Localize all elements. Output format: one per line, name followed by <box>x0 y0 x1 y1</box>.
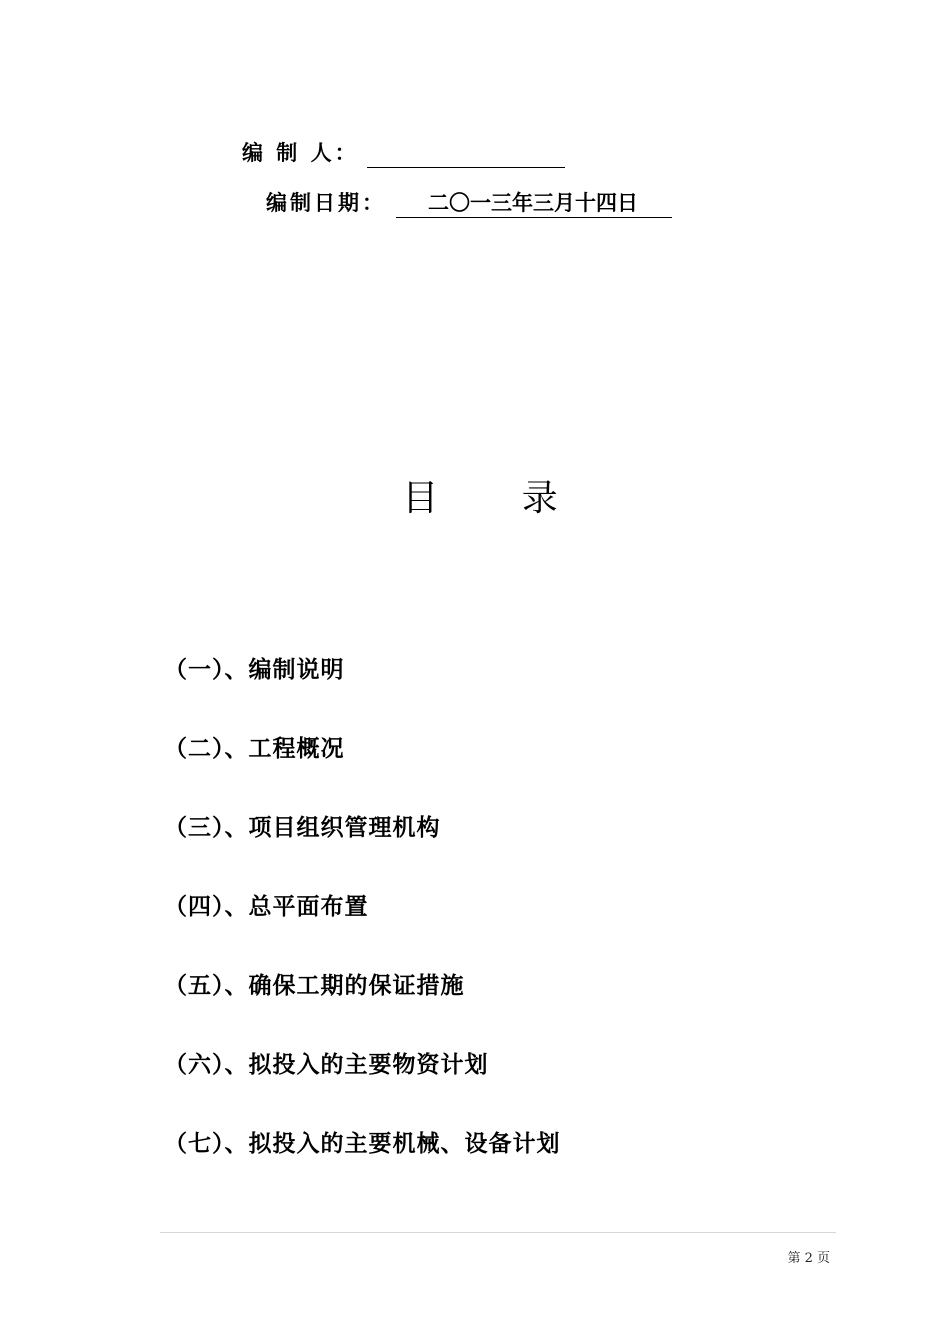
toc-item: （七）、拟投入的主要机械、设备计划 <box>164 1131 561 1157</box>
compiler-label: 编 制 人： <box>242 141 359 165</box>
toc-title: 目 录 <box>402 478 594 519</box>
toc-list <box>164 648 561 1201</box>
page-number: 第 2 页 <box>787 1251 830 1266</box>
toc-item: （三）、项目组织管理机构 <box>164 815 441 841</box>
toc-item: （五）、确保工期的保证措施 <box>164 973 465 999</box>
date-row <box>266 184 672 218</box>
toc-item: （二）、工程概况 <box>164 736 345 762</box>
compiler-row <box>242 134 565 168</box>
footer-divider <box>160 1232 836 1233</box>
toc-item: （一）、编制说明 <box>164 657 345 683</box>
toc-item: （六）、拟投入的主要物资计划 <box>164 1052 489 1078</box>
date-value: 二〇一三年三月十四日 <box>396 189 672 218</box>
compiler-blank-line <box>367 139 565 168</box>
toc-item: （四）、总平面布置 <box>164 894 369 920</box>
date-label: 编制日期： <box>266 191 386 215</box>
